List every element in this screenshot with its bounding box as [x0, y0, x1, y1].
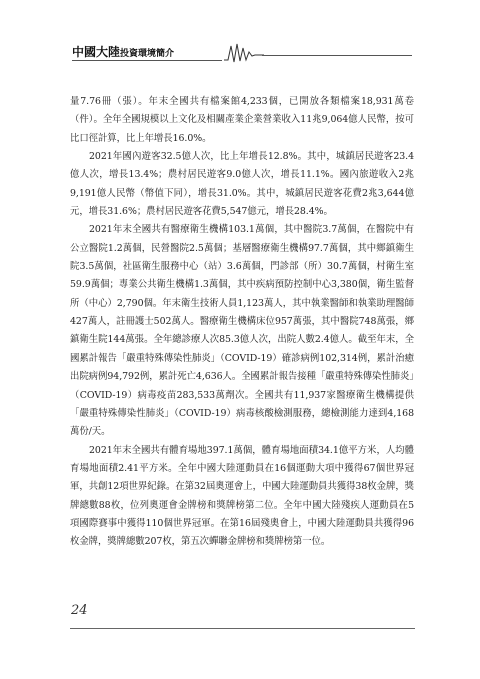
heartbeat-wave-icon	[224, 40, 264, 66]
paragraph-sports: 2021年末全國共有體育場地397.1萬個，體育場地面積34.1億平方米，人均體育場地面積2.41平方米。全年中國大陸運動員在16個運動大項中獲得67個世界冠軍，共創12項世界紀錄。在第32屆奧運會上，中國大陸運動員共獲得38枚金牌，獎牌總數88枚，位列奧運會金牌榜和獎牌榜第二位。全年中國大陸殘疾人運動員在5項國際賽事中獲得110個世界冠軍。在第16屆殘奧會上，中國大陸運動員共獲得96枚金牌，獎牌總數207枚，第五次蟬聯金牌榜和獎牌榜第一位。	[70, 444, 414, 548]
running-header-title	[72, 44, 174, 61]
page-header	[0, 0, 480, 80]
paragraph-archives: 量7.76冊（張）。年末全國共有檔案館4,233個，已開放各類檔案18,931萬卷（件）。全年全國規模以上文化及相關產業企業營業收入11兆9,064億人民幣，按可比口徑計算，比上年增長16.0%。	[70, 96, 414, 144]
header-rule-left	[72, 60, 222, 61]
header-rule-right	[262, 55, 412, 56]
paragraph-health: 2021年末全國共有醫療衛生機構103.1萬個，其中醫院3.7萬個，在醫院中有公立醫院1.2萬個，民營醫院2.5萬個；基層醫療衛生機構97.7萬個，其中鄉鎮衛生院3.5萬個，社區衛生服務中心（站）3.6萬個，門診部（所）30.7萬個，村衛生室59.9萬個；專業公共衛生機構1.3萬個，其中疾病預防控制中心3,380個，衛生監督所（中心）2,790個。年末衛生技術人員1,123萬人，其中執業醫師和執業助理醫師427萬人，註冊護士502萬人。醫療衛生機構床位957萬張，其中醫院748萬張，鄉鎮衛生院144萬張。全年總診療人次85.3億人次，出院人數2.4億人。截至年末，全國累計報告「嚴重特殊傳染性肺炎」（COVID-19）確診病例102,314例，累計治癒出院病例94,792例，累計死亡4,636人。全國累計報告接種「嚴重特殊傳染性肺炎」（COVID-19）病毒疫苗283,533萬劑次。全國共有11,937家醫療衛生機構提供「嚴重特殊傳染性肺炎」（COVID-19）病毒核酸檢測服務，總檢測能力達到4,168萬份/天。	[70, 224, 414, 438]
header-title-sub: 投資環境簡介	[120, 49, 175, 59]
paragraph-tourism: 2021年國內遊客32.5億人次，比上年增長12.8%。其中，城鎮居民遊客23.4億人次，增長13.4%；農村居民遊客9.0億人次，增長11.1%。國內旅遊收入2兆9,191億人民幣（幣值下同），增長31.0%。其中，城鎮居民遊客花費2兆3,644億元，增長31.6%；農村居民遊客花費5,547億元，增長28.4%。	[70, 151, 414, 218]
footer-rule	[70, 628, 415, 629]
header-title-main: 中國大陸	[72, 45, 121, 59]
page-number: 24	[71, 603, 88, 618]
body-text	[70, 93, 414, 552]
